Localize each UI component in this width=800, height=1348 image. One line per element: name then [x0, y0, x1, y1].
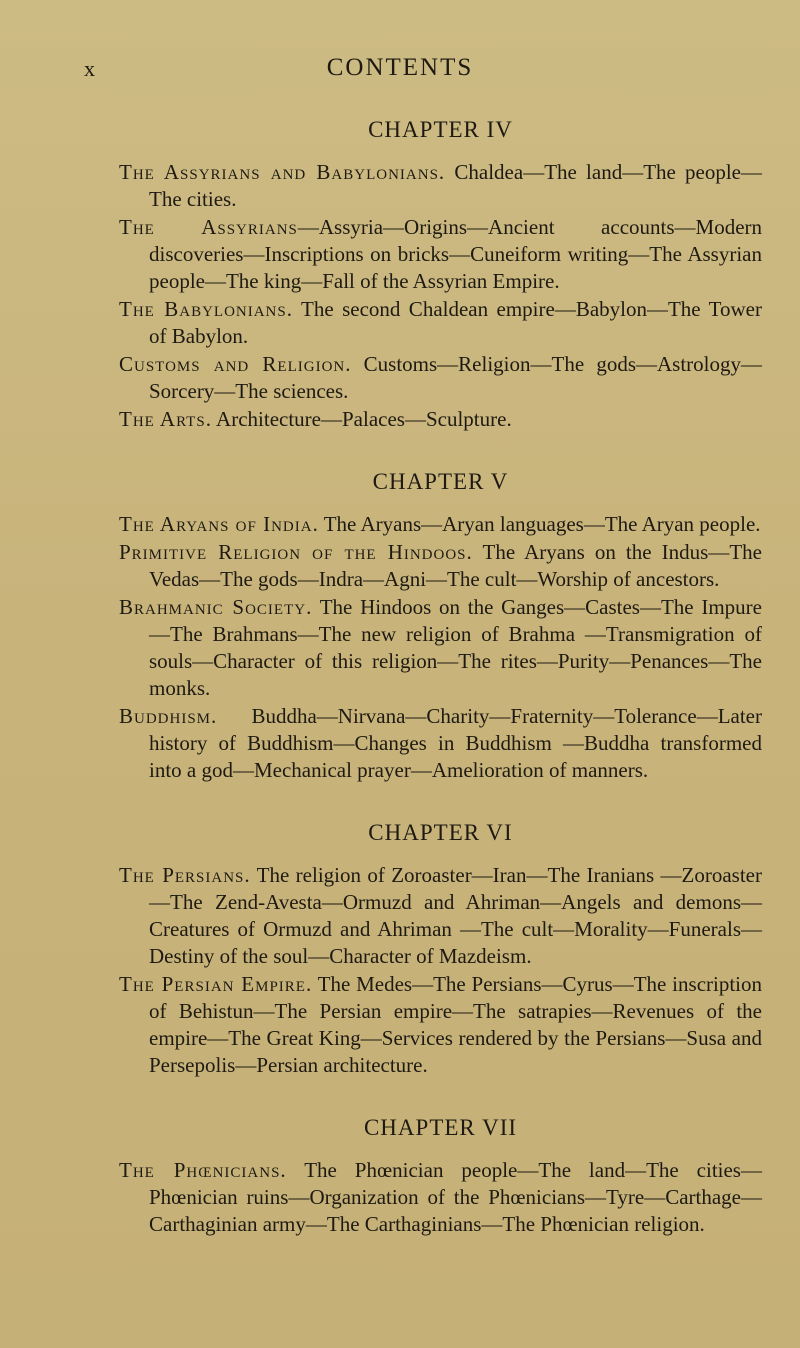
entry-title: The Babylonians.	[119, 297, 293, 321]
entry-title: The Assyrians	[119, 215, 298, 239]
contents-entry	[119, 296, 762, 350]
chapter-heading: CHAPTER IV	[368, 117, 513, 142]
entry-title: Primitive Religion of the Hindoos.	[119, 540, 473, 564]
entry-text: The religion of Zoroaster—Iran—The Iranians —Zoroaster—The Zend-Avesta—Ormuzd and Ahriman—Angels and demons—Creatures of Ormuzd and Ahriman —The cult—Morality—Funerals—Destiny of the soul—Character of Mazdeism.	[149, 863, 762, 968]
entry-text: The Aryans on the Indus—The Vedas—The gods—Indra—Agni—The cult—Worship of ancestors.	[149, 540, 762, 591]
entry-text: Customs—Religion—The gods—Astrology—Sorcery—The sciences.	[149, 352, 762, 403]
contents-entry	[119, 351, 762, 405]
contents-entry	[119, 511, 762, 538]
entry-text: Chaldea—The land—The people—The cities.	[149, 160, 763, 211]
entry-text: The Medes—The Persians—Cyrus—The inscription of Behistun—The Persian empire—The satrapies—Revenues of the empire—The Great King—Services rendered by the Persians—Susa and Persepolis—Persian architecture.	[149, 972, 763, 1077]
contents-entry	[119, 594, 762, 702]
entry-title: Buddhism.	[119, 704, 218, 728]
entry-text: Architecture—Palaces—Sculpture.	[216, 407, 512, 431]
chapter-section	[119, 1113, 762, 1238]
chapter-section	[119, 467, 762, 784]
entry-text: The Hindoos on the Ganges—Castes—The Impure—The Brahmans—The new religion of Brahma —Transmigration of souls—Character of this religion—The rites—Purity—Penances—The monks.	[149, 595, 762, 700]
chapter-section	[119, 115, 762, 433]
entry-title: The Persians.	[119, 863, 251, 887]
contents-entry	[119, 214, 762, 295]
entry-title: The Arts.	[119, 407, 212, 431]
contents-entry	[119, 1157, 762, 1238]
chapter-heading: CHAPTER VI	[368, 820, 513, 845]
contents-entry	[119, 703, 762, 784]
contents-entry	[119, 539, 762, 593]
entry-text: Buddha—Nirvana—Charity—Fraternity—Tolerance—Later history of Buddhism—Changes in Buddhism —Buddha transformed into a god—Mechanical prayer—Amelioration of manners.	[149, 704, 762, 782]
entry-title: Brahmanic Society.	[119, 595, 313, 619]
contents-entry	[119, 159, 762, 213]
contents-body	[119, 115, 762, 1239]
chapter-section	[119, 818, 762, 1079]
entry-title: The Persian Empire.	[119, 972, 313, 996]
entry-text: The Aryans—Aryan languages—The Aryan people.	[323, 512, 761, 536]
entry-title: The Phœnicians.	[119, 1158, 287, 1182]
chapter-heading: CHAPTER VII	[363, 1115, 518, 1140]
entry-text: The second Chaldean empire—Babylon—The Tower of Babylon.	[149, 297, 762, 348]
running-title: CONTENTS	[326, 54, 474, 81]
contents-entry	[119, 406, 762, 433]
page-number: x	[84, 56, 96, 81]
entry-text: —Assyria—Origins—Ancient accounts—Modern discoveries—Inscriptions on bricks—Cuneiform writing—The Assyrian people—The king—Fall of the Assyrian Empire.	[149, 215, 763, 293]
entry-title: The Assyrians and Babylonians.	[119, 160, 446, 184]
entry-title: The Aryans of India.	[119, 512, 319, 536]
contents-entry	[119, 971, 762, 1079]
entry-title: Customs and Religion.	[119, 352, 352, 376]
entry-text: The Phœnician people—The land—The cities—Phœnician ruins—Organization of the Phœnicians—Tyre—Carthage—Carthaginian army—The Carthaginians—The Phœnician religion.	[149, 1158, 762, 1236]
chapter-heading: CHAPTER V	[372, 469, 509, 494]
contents-entry	[119, 862, 762, 970]
